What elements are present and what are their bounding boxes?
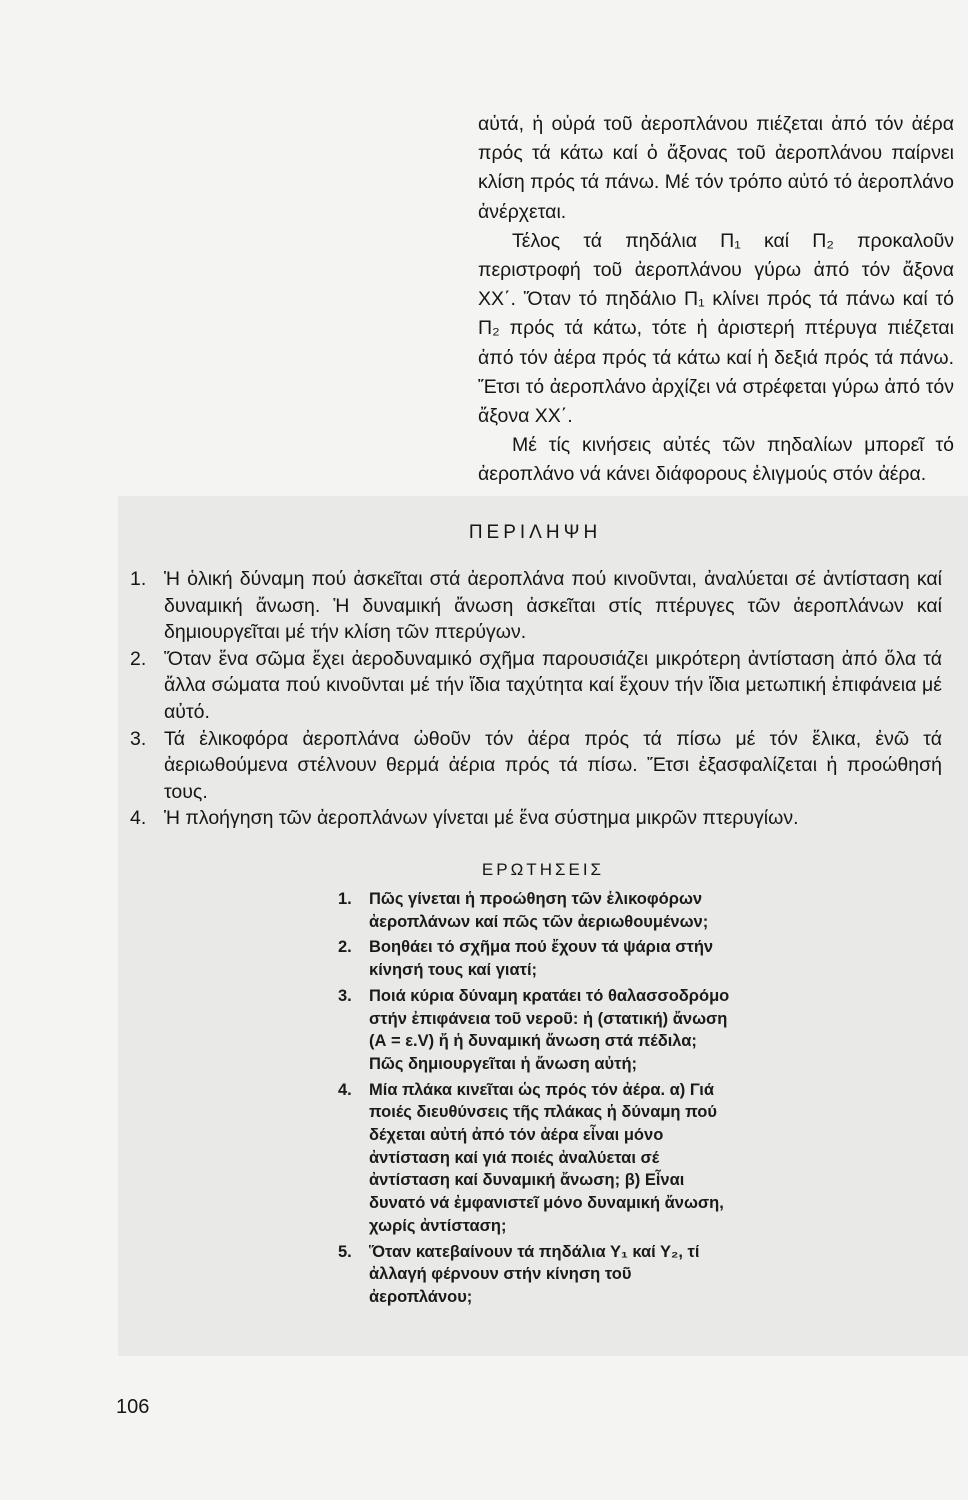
item-number: 4. [338, 1080, 352, 1099]
item-text: Τά ἑλικοφόρα ἀεροπλάνα ὠθοῦν τόν ἀέρα πρός τά πίσω μέ τόν ἕλικα, ἐνῶ τά ἀεριωθούμενα στέλνουν θερμά ἀέρια πρός τά πίσω. Ἔτσι ἐξασφαλίζεται ἡ προώθησή τους. [164, 727, 942, 803]
top-paragraphs [478, 110, 954, 490]
summary-item [130, 726, 942, 806]
page-number: 106 [116, 1396, 150, 1418]
summary-list [130, 566, 942, 832]
item-number: 1. [130, 568, 147, 590]
item-text: Ὅταν κατεβαίνουν τά πηδάλια Υ₁ καί Υ₂, τί ἀλλαγή φέρνουν στήν κίνηση τοῦ ἀεροπλάνου; [369, 1242, 700, 1306]
summary-item [130, 646, 942, 726]
item-number: 2. [338, 938, 352, 957]
questions-heading: ΕΡΩΤΗΣΕΙΣ [481, 860, 605, 879]
item-number: 2. [130, 647, 147, 670]
item-number: 1. [338, 890, 352, 908]
question-item [338, 888, 730, 933]
item-text: Ἡ ὁλική δύναμη πού ἀσκεῖται στά ἀεροπλάνα πού κινοῦνται, ἀναλύεται σέ ἀντίσταση καί δυναμική ἄνωση. Ἡ δυναμική ἄνωση ἀσκεῖται στίς πτέρυγες τῶν ἀεροπλάνων καί δημιουργεῖται μέ τήν κλίση τῶν πτερύγων. [164, 568, 942, 644]
item-text: Πῶς γίνεται ἡ προώθηση τῶν ἑλικοφόρων ἀεροπλάνων καί πῶς τῶν ἀεριωθουμένων; [369, 890, 709, 931]
item-number: 3. [130, 727, 147, 750]
questions-list [338, 888, 730, 1312]
paragraph: Τέλος τά πηδάλια Π₁ καί Π₂ προκαλοῦν περιστροφή τοῦ ἀεροπλάνου γύρω ἀπό τόν ἄξονα ΧΧ΄. Ὅταν τό πηδάλιο Π₁ κλίνει πρός τά πάνω καί τό Π₂ πρός τά κάτω, τότε ἡ ἀριστερή πτέρυγα πιέζεται ἀπό τόν ἀέρα πρός τά κάτω καί ἡ δεξιά πρός τά πάνω. Ἔτσι τό ἀεροπλάνο ἀρχίζει νά στρέφεται γύρω ἀπό τόν ἄξονα ΧΧ΄. [478, 229, 954, 428]
item-number: 4. [130, 807, 147, 830]
item-number: 5. [338, 1242, 352, 1261]
item-text: Βοηθάει τό σχῆμα πού ἔχουν τά ψάρια στήν κίνησή τους καί γιατί; [369, 938, 714, 980]
question-item [338, 1241, 730, 1309]
item-text: Ὅταν ἕνα σῶμα ἔχει ἀεροδυναμικό σχῆμα παρουσιάζει μικρότερη ἀντίσταση ἀπό ὅλα τά ἄλλα σώματα πού κινοῦνται μέ τήν ἴδια ταχύτητα καί ἔχουν τήν ἴδια μετωπική ἐπιφάνεια μέ αὐτό. [164, 647, 942, 723]
paragraph: αὐτά, ἡ οὐρά τοῦ ἀεροπλάνου πιέζεται ἀπό τόν ἀέρα πρός τά κάτω καί ὁ ἄξονας τοῦ ἀεροπλάνου παίρνει κλίση πρός τά πάνω. Μέ τόν τρόπο αὐτό τό ἀεροπλάνο ἀνέρχεται. [478, 113, 954, 223]
item-text: Μία πλάκα κινεῖται ὡς πρός τόν ἀέρα. α) Γιά ποιές διευθύνσεις τῆς πλάκας ἡ δύναμη πού δέχεται αὐτή ἀπό τόν ἀέρα εἶναι μόνο ἀντίσταση καί γιά ποιές ἀναλύεται σέ ἀντίσταση καί δυναμική ἄνωση; β) Εἶναι δυνατό νά ἐμφανιστεῖ μόνο δυναμική ἄνωση, χωρίς ἀντίσταση; [369, 1080, 724, 1235]
question-item [338, 1079, 730, 1238]
item-text: Ἡ πλοήγηση τῶν ἀεροπλάνων γίνεται μέ ἕνα σύστημα μικρῶν πτερυγίων. [164, 807, 799, 830]
question-item [338, 985, 730, 1076]
summary-item [130, 566, 942, 646]
paragraph: Μέ τίς κινήσεις αὐτές τῶν πηδαλίων μπορεῖ τό ἀεροπλάνο νά κάνει διάφορους ἑλιγμούς στόν ἀέρα. [478, 434, 954, 486]
item-text: Ποιά κύρια δύναμη κρατάει τό θαλασσοδρόμο στήν ἐπιφάνεια τοῦ νεροῦ: ἡ (στατική) ἄνωση (Α = ε.V) ἤ ἡ δυναμική ἄνωση στά πέδιλα; Πῶς δημιουργεῖται ἡ ἄνωση αὐτή; [369, 986, 730, 1073]
summary-heading: ΠΕΡΙΛΗΨΗ [468, 522, 602, 543]
item-number: 3. [338, 986, 352, 1005]
summary-item [130, 805, 942, 832]
question-item [338, 936, 730, 981]
